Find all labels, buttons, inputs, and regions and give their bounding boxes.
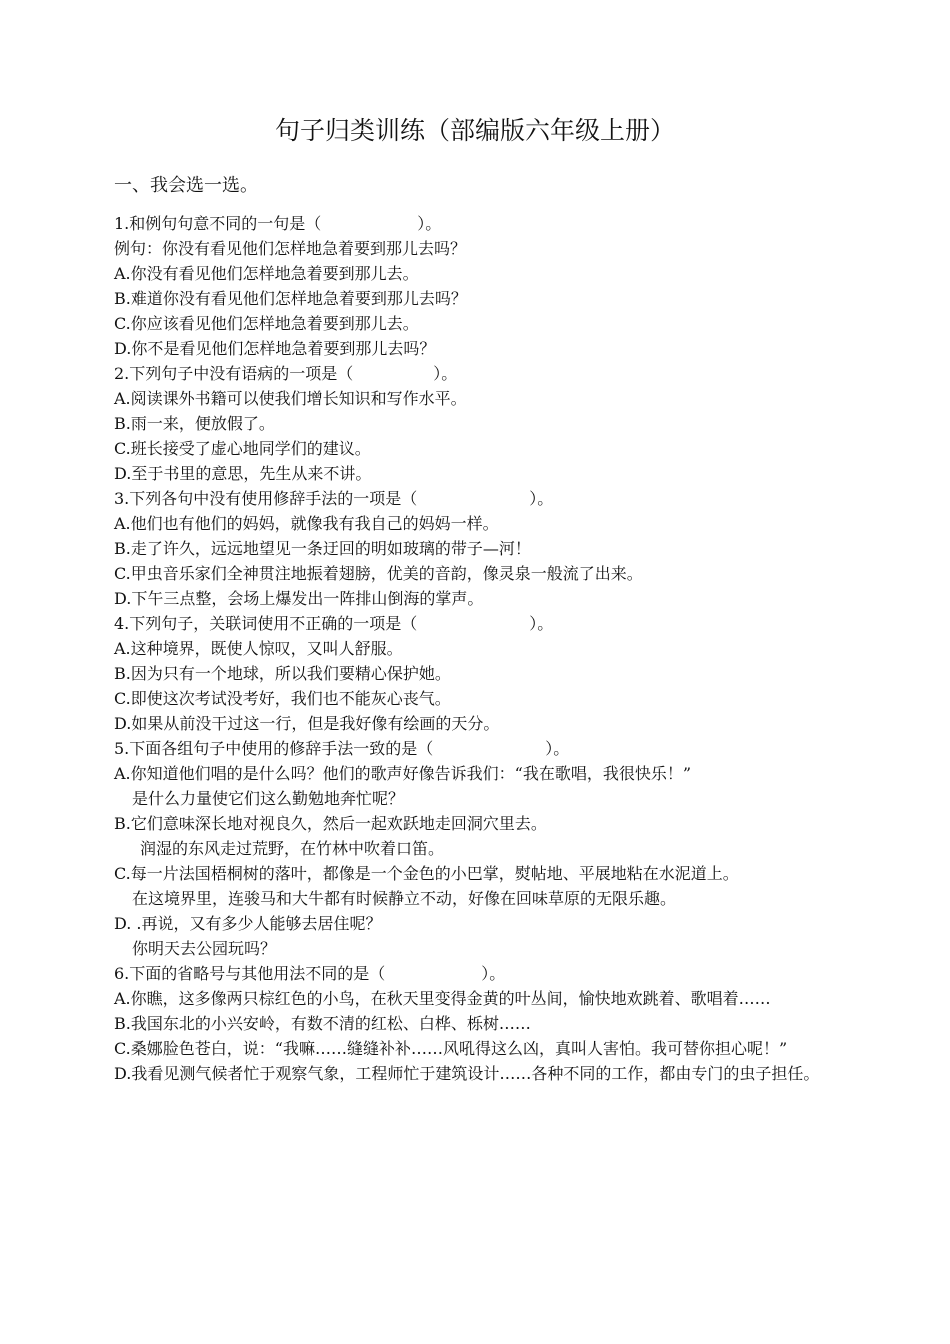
- question-3-stem: 3.下列各句中没有使用修辞手法的一项是（ ）。: [114, 489, 554, 508]
- question-3-option-b: B.走了许久，远远地望见一条迂回的明如玻璃的带子—河！: [114, 539, 531, 558]
- question-4-stem: 4.下列句子，关联词使用不正确的一项是（ ）。: [114, 614, 554, 633]
- question-5-option-c-second: 在这境界里，连骏马和大牛都有时候静立不动，好像在回味草原的无限乐趣。: [132, 889, 677, 908]
- question-5-option-d: D. .再说，又有多少人能够去居住呢？: [114, 914, 382, 933]
- question-2-stem: 2.下列句子中没有语病的一项是（ ）。: [114, 364, 458, 383]
- question-6-option-d: D.我看见测气候者忙于观察气象，工程师忙于建筑设计……各种不同的工作，都由专门的虫子担任。: [114, 1064, 820, 1083]
- question-4-option-b: B.因为只有一个地球，所以我们要精心保护她。: [114, 664, 451, 683]
- question-5-option-a: A.你知道他们唱的是什么吗？他们的歌声好像告诉我们：“我在歌唱，我很快乐！”: [114, 764, 692, 783]
- question-5-option-d-second: 你明天去公园玩吗？: [132, 939, 277, 958]
- question-6-option-a: A.你瞧，这多像两只棕红色的小鸟，在秋天里变得金黄的叶丛间，愉快地欢跳着、歌唱着……: [114, 989, 771, 1008]
- section-heading: 一、我会选一选。: [114, 175, 258, 196]
- question-1-stem: 1.和例句句意不同的一句是（ ）。: [114, 214, 442, 233]
- document-title: 句子归类训练（部编版六年级上册）: [274, 116, 675, 145]
- question-list: [114, 211, 854, 1086]
- question-1-example: 例句：你没有看见他们怎样地急着要到那儿去吗？: [114, 239, 467, 258]
- question-2-option-a: A.阅读课外书籍可以使我们增长知识和写作水平。: [114, 389, 467, 408]
- question-1-option-a: A.你没有看见他们怎样地急着要到那儿去。: [114, 264, 419, 283]
- question-4-option-d: D.如果从前没干过这一行，但是我好像有绘画的天分。: [114, 714, 500, 733]
- question-1-option-b: B.难道你没有看见他们怎样地急着要到那儿去吗？: [114, 289, 467, 308]
- question-2-option-c: C.班长接受了虚心地同学们的建议。: [114, 439, 371, 458]
- question-5-option-a-second: 是什么力量使它们这么勤勉地奔忙呢？: [132, 789, 405, 808]
- question-2-option-d: D.至于书里的意思，先生从来不讲。: [114, 464, 372, 483]
- question-1-option-d: D.你不是看见他们怎样地急着要到那儿去吗？: [114, 339, 436, 358]
- question-6-option-c: C.桑娜脸色苍白，说：“我嘛……缝缝补补……风吼得这么凶，真叫人害怕。我可替你担心呢！”: [114, 1039, 788, 1058]
- question-6-stem: 6.下面的省略号与其他用法不同的是（ ）。: [114, 964, 506, 983]
- question-3-option-a: A.他们也有他们的妈妈，就像我有我自己的妈妈一样。: [114, 514, 499, 533]
- question-5-option-b-second: 润湿的东风走过荒野，在竹林中吹着口笛。: [140, 839, 445, 858]
- question-5-option-c: C.每一片法国梧桐树的落叶，都像是一个金色的小巴掌，熨帖地、平展地粘在水泥道上。: [114, 864, 739, 883]
- question-4-option-a: A.这种境界，既使人惊叹，又叫人舒服。: [114, 639, 403, 658]
- question-5-option-b: B.它们意味深长地对视良久，然后一起欢跃地走回洞穴里去。: [114, 814, 547, 833]
- question-4-option-c: C.即使这次考试没考好，我们也不能灰心丧气。: [114, 689, 451, 708]
- question-3-option-d: D.下午三点整，会场上爆发出一阵排山倒海的掌声。: [114, 589, 484, 608]
- question-2-option-b: B.雨一来，便放假了。: [114, 414, 275, 433]
- question-5-stem: 5.下面各组句子中使用的修辞手法一致的是（ ）。: [114, 739, 570, 758]
- question-6-option-b: B.我国东北的小兴安岭，有数不清的红松、白桦、栎树……: [114, 1014, 531, 1033]
- question-3-option-c: C.甲虫音乐家们全神贯注地振着翅膀，优美的音韵，像灵泉一般流了出来。: [114, 564, 643, 583]
- question-1-option-c: C.你应该看见他们怎样地急着要到那儿去。: [114, 314, 419, 333]
